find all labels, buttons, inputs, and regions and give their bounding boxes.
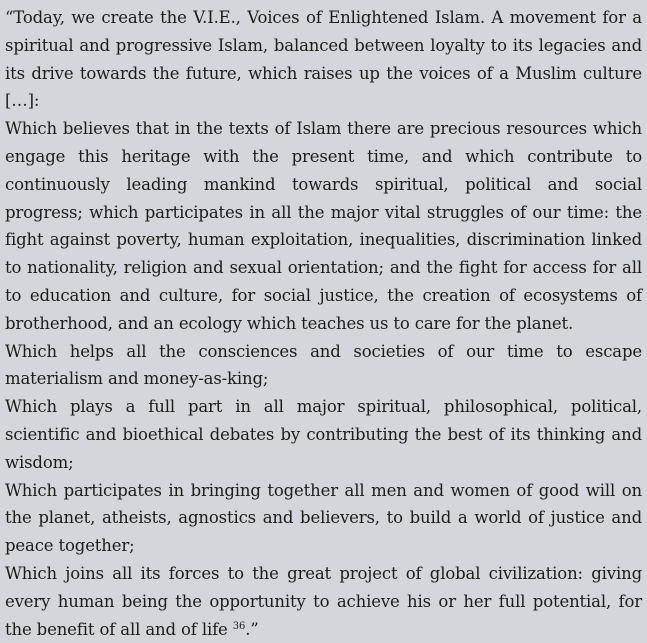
footnote-reference[interactable]: 36 [232,620,246,632]
quote-paragraph-2: Which believes that in the texts of Islam there are precious resources which engage this heritage with the present time, and which contribute to continuously leading mankind towards spiritual, political and social progress; which participates in all the major vital struggles of our time: the fight against poverty, human exploitation, inequalities, discrimination linked to nationality, religion and sexual orientation; and the fight for access for all to education and culture, for social justice, the creation of ecosystems of brotherhood, and an ecology which teaches us to care for the planet. [5,119,642,333]
quote-paragraph-5: Which participates in bringing together all men and women of good will on the planet, atheists, agnostics and believers, to build a world of justice and peace together; [5,480,642,556]
quote-closing: .” [245,619,259,639]
quote-paragraph-6-text: Which joins all its forces to the great project of global civilization: giving every human being the opportunity to achieve his or her full potential, for the benefit of all and of life [5,563,642,639]
quote-paragraph-4: Which plays a full part in all major spiritual, philosophical, political, scientific and bioethical debates by contributing the best of its thinking and wisdom; [5,397,642,472]
quote-paragraph-6 [5,560,642,643]
quote-paragraph-3: Which helps all the consciences and societies of our time to escape materialism and money-as-king; [5,341,642,389]
quote-paragraph-1: “Today, we create the V.I.E., Voices of Enlightened Islam. A movement for a spiritual and progressive Islam, balanced between loyalty to its legacies and its drive towards the future, which raises up the voices of a Muslim culture […]: [5,8,642,111]
